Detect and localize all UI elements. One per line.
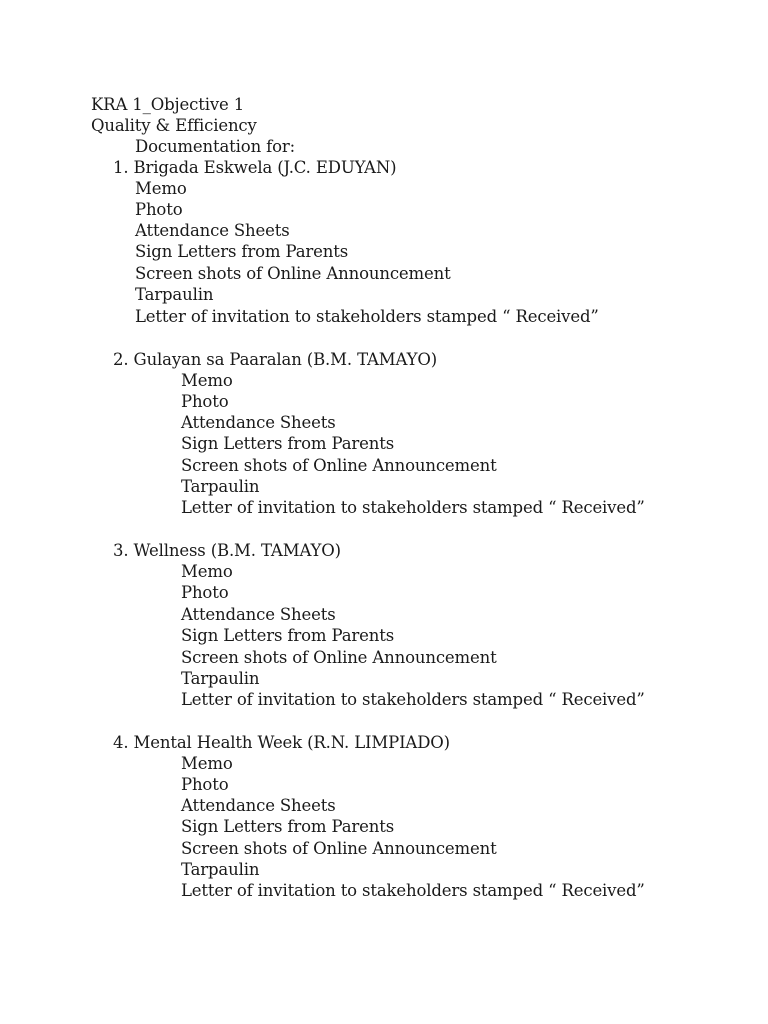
list-item: Tarpaulin — [181, 477, 260, 496]
list-item: Tarpaulin — [181, 860, 260, 879]
list-item: Memo — [181, 754, 233, 773]
list-item: Letter of invitation to stakeholders stamped “ Received” — [181, 690, 645, 709]
list-item: Letter of invitation to stakeholders stamped “ Received” — [181, 498, 645, 517]
list-item: Sign Letters from Parents — [181, 626, 395, 645]
list-item: Photo — [181, 583, 229, 602]
list-item: Tarpaulin — [135, 285, 214, 304]
list-item: Screen shots of Online Announcement — [135, 264, 451, 283]
list-item: Sign Letters from Parents — [181, 817, 395, 836]
list-item: Screen shots of Online Announcement — [181, 648, 497, 667]
list-item: Memo — [181, 371, 233, 390]
list-item: Sign Letters from Parents — [135, 242, 349, 261]
documentation-intro: Documentation for: — [135, 137, 296, 156]
list-item: Screen shots of Online Announcement — [181, 839, 497, 858]
list-item: Attendance Sheets — [181, 796, 336, 815]
section-title: 1. Brigada Eskwela (J.C. EDUYAN) — [113, 158, 397, 177]
section-title: 2. Gulayan sa Paaralan (B.M. TAMAYO) — [113, 350, 438, 369]
list-item: Attendance Sheets — [135, 221, 290, 240]
section-title: 3. Wellness (B.M. TAMAYO) — [113, 541, 341, 560]
list-item: Memo — [135, 179, 187, 198]
section-title: 4. Mental Health Week (R.N. LIMPIADO) — [113, 733, 450, 752]
list-item: Tarpaulin — [181, 669, 260, 688]
list-item: Photo — [181, 392, 229, 411]
list-item: Attendance Sheets — [181, 605, 336, 624]
list-item: Screen shots of Online Announcement — [181, 456, 497, 475]
list-item: Memo — [181, 562, 233, 581]
list-item: Letter of invitation to stakeholders stamped “ Received” — [135, 307, 599, 326]
list-item: Photo — [181, 775, 229, 794]
document-heading: KRA 1_Objective 1 — [91, 95, 245, 114]
list-item: Photo — [135, 200, 183, 219]
list-item: Attendance Sheets — [181, 413, 336, 432]
document-subheading: Quality & Efficiency — [91, 116, 257, 135]
list-item: Sign Letters from Parents — [181, 434, 395, 453]
list-item: Letter of invitation to stakeholders stamped “ Received” — [181, 881, 645, 900]
